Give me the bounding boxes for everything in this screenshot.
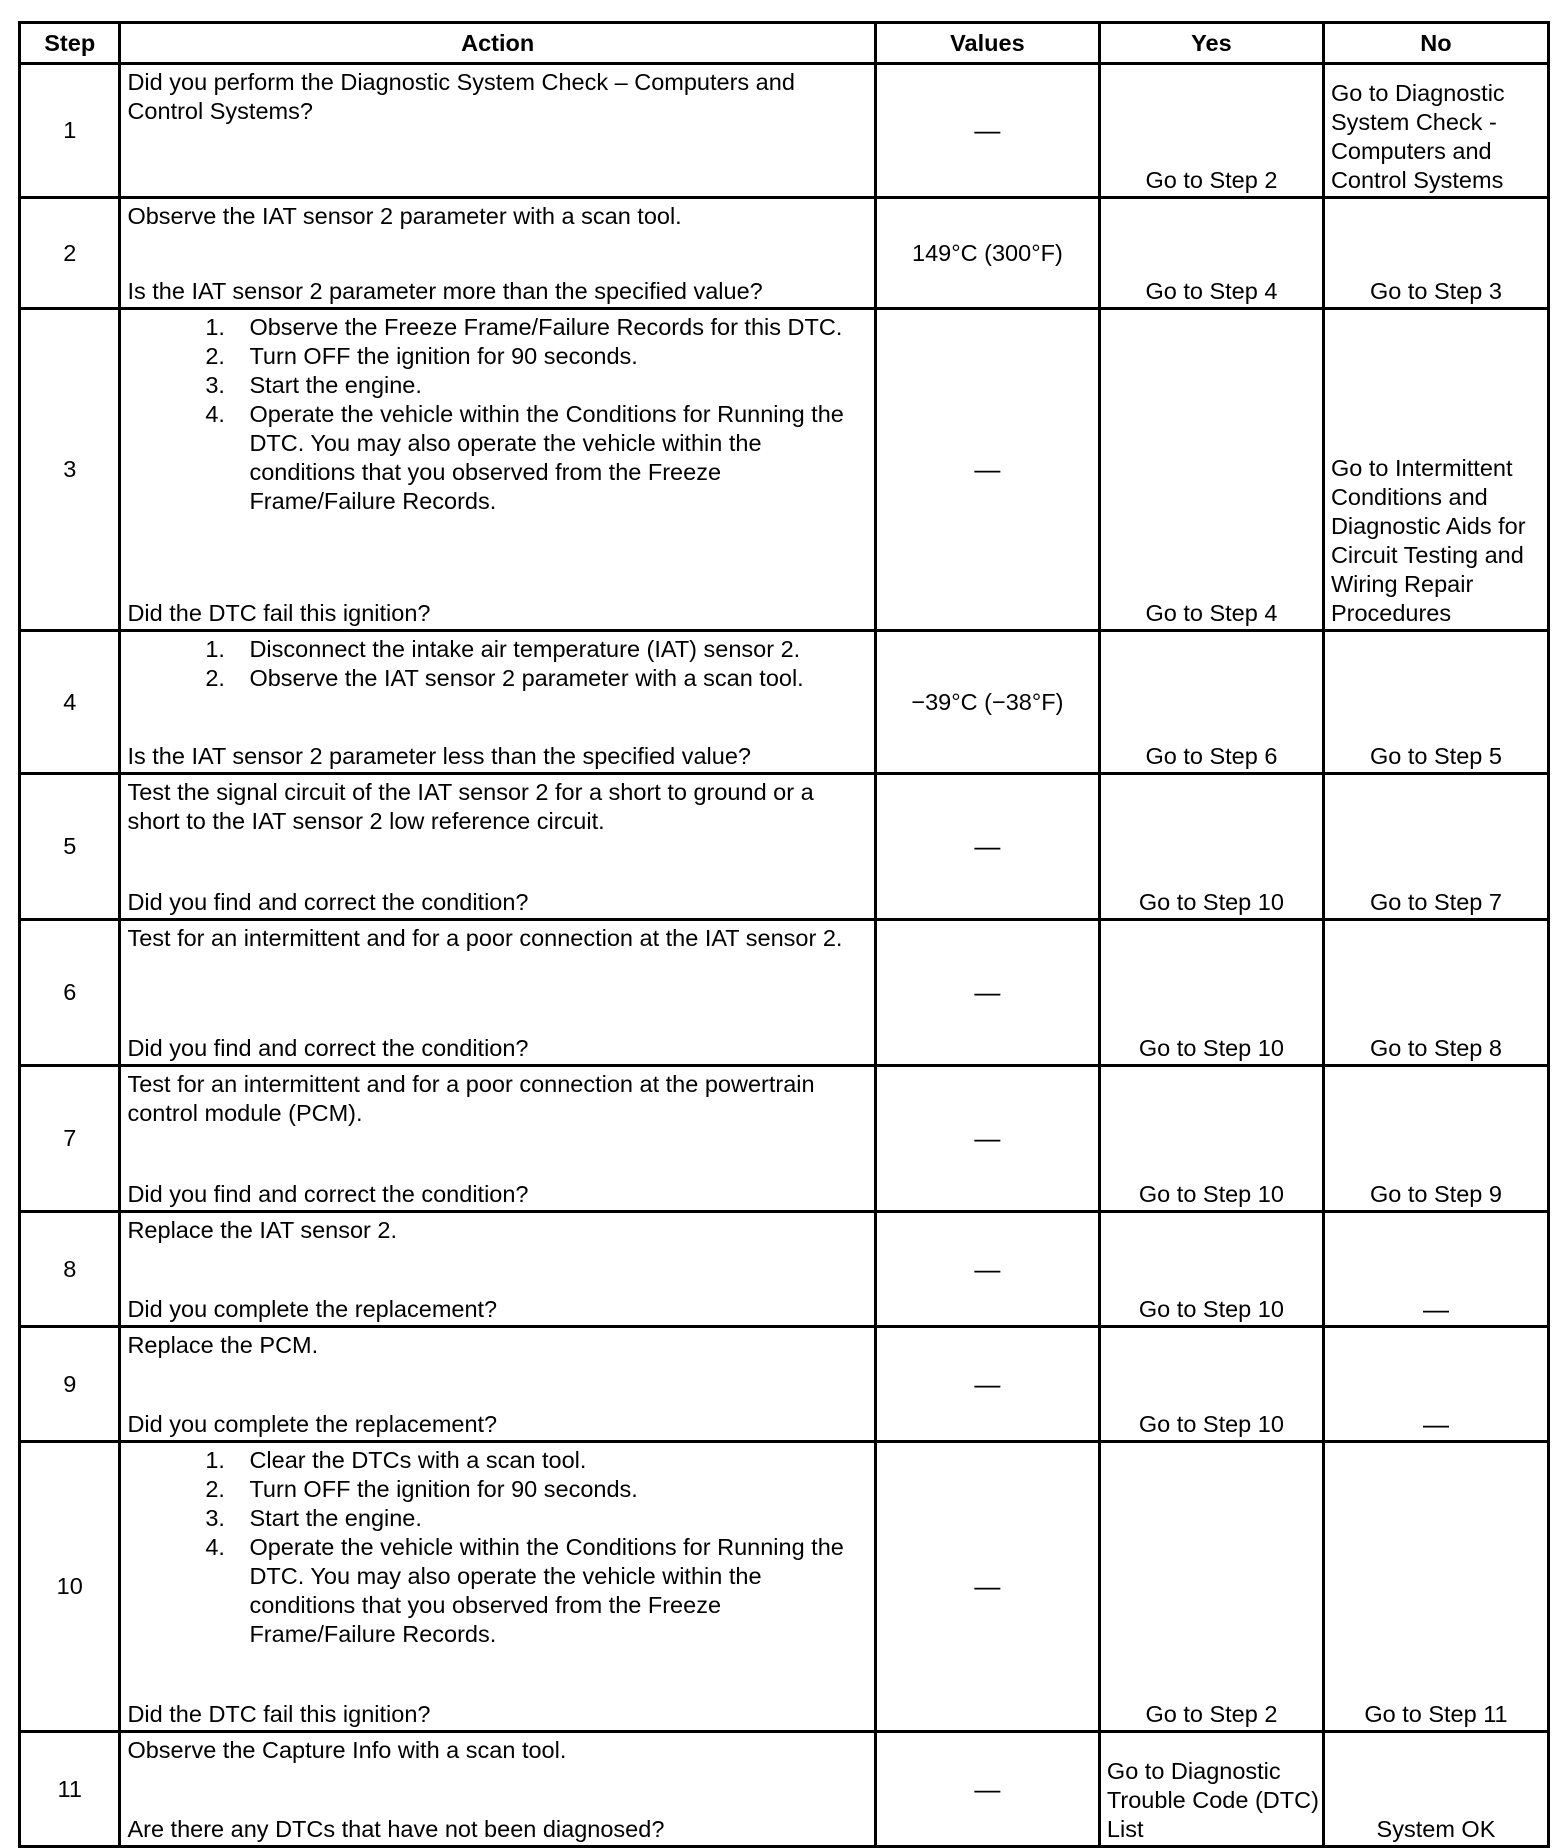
action-cell: [120, 631, 875, 774]
value-cell: —: [875, 920, 1099, 1066]
value-cell: —: [875, 1732, 1099, 1847]
list-item: 4. Operate the vehicle within the Conditions for Running the DTC. You may also operate the vehicle within the conditions that you observed from the Freeze Frame/Failure Records.: [231, 400, 867, 516]
action-cell: [120, 309, 875, 631]
header-values: Values: [875, 23, 1099, 64]
table-row: [20, 309, 1549, 631]
header-action: Action: [120, 23, 875, 64]
value-cell: −39°C (−38°F): [875, 631, 1099, 774]
value-cell: —: [875, 1442, 1099, 1732]
step-number: 11: [20, 1732, 120, 1847]
step-number: 9: [20, 1327, 120, 1442]
yes-cell: Go to Step 10: [1099, 1212, 1323, 1327]
action-instruction: Test for an intermittent and for a poor connection at the IAT sensor 2.: [127, 925, 843, 951]
action-list: [127, 1446, 867, 1649]
action-question: Is the IAT sensor 2 parameter less than the specified value?: [127, 743, 751, 769]
header-step: Step: [20, 23, 120, 64]
action-instruction: Did you perform the Diagnostic System Check – Computers and Control Systems?: [127, 69, 795, 124]
header-no: No: [1323, 23, 1548, 64]
action-question: Did you find and correct the condition?: [127, 889, 529, 915]
action-cell: [120, 198, 875, 309]
action-instruction: Test for an intermittent and for a poor connection at the powertrain control module (PCM).: [127, 1071, 815, 1126]
value-cell: —: [875, 774, 1099, 920]
step-number: 7: [20, 1066, 120, 1212]
no-cell: —: [1323, 1327, 1548, 1442]
no-cell: Go to Step 5: [1323, 631, 1548, 774]
action-question: Is the IAT sensor 2 parameter more than the specified value?: [127, 278, 763, 304]
list-item: 1. Disconnect the intake air temperature (IAT) sensor 2.: [231, 635, 867, 664]
step-number: 10: [20, 1442, 120, 1732]
yes-cell: Go to Step 4: [1099, 309, 1323, 631]
header-yes: Yes: [1099, 23, 1323, 64]
action-question: Are there any DTCs that have not been diagnosed?: [127, 1816, 665, 1842]
list-item: 4. Operate the vehicle within the Conditions for Running the DTC. You may also operate the vehicle within the conditions that you observed from the Freeze Frame/Failure Records.: [231, 1533, 867, 1649]
no-cell: Go to Step 7: [1323, 774, 1548, 920]
action-cell: [120, 920, 875, 1066]
yes-cell: Go to Step 4: [1099, 198, 1323, 309]
step-number: 6: [20, 920, 120, 1066]
action-list: [127, 313, 867, 516]
no-cell: Go to Step 9: [1323, 1066, 1548, 1212]
action-question: Did the DTC fail this ignition?: [127, 1701, 431, 1727]
action-question: Did you find and correct the condition?: [127, 1181, 529, 1207]
action-instruction: Replace the IAT sensor 2.: [127, 1217, 397, 1243]
list-item: 1. Clear the DTCs with a scan tool.: [231, 1446, 867, 1475]
list-item: 1. Observe the Freeze Frame/Failure Records for this DTC.: [231, 313, 867, 342]
action-question: Did you complete the replacement?: [127, 1411, 498, 1437]
table-row: [20, 920, 1549, 1066]
list-item: 2. Turn OFF the ignition for 90 seconds.: [231, 342, 867, 371]
diagnostic-table-container: [18, 21, 1550, 1848]
action-list: [127, 635, 867, 693]
table-row: [20, 198, 1549, 309]
action-cell: [120, 774, 875, 920]
yes-cell: Go to Step 2: [1099, 64, 1323, 198]
action-cell: [120, 64, 875, 198]
action-cell: [120, 1442, 875, 1732]
list-item: 3. Start the engine.: [231, 1504, 867, 1533]
yes-cell: Go to Step 10: [1099, 1066, 1323, 1212]
action-question: Did you complete the replacement?: [127, 1296, 498, 1322]
table-row: [20, 631, 1549, 774]
list-item: 2. Observe the IAT sensor 2 parameter with a scan tool.: [231, 664, 867, 693]
no-cell: Go to Step 11: [1323, 1442, 1548, 1732]
table-row: [20, 1442, 1549, 1732]
yes-cell: Go to Diagnostic Trouble Code (DTC) List: [1099, 1732, 1323, 1847]
table-row: [20, 1327, 1549, 1442]
table-row: [20, 1066, 1549, 1212]
value-cell: —: [875, 1212, 1099, 1327]
action-cell: [120, 1066, 875, 1212]
step-number: 3: [20, 309, 120, 631]
step-number: 8: [20, 1212, 120, 1327]
value-cell: 149°C (300°F): [875, 198, 1099, 309]
action-instruction: Replace the PCM.: [127, 1332, 319, 1358]
table-row: [20, 1732, 1549, 1847]
action-instruction: Observe the IAT sensor 2 parameter with a scan tool.: [127, 203, 682, 229]
action-cell: [120, 1212, 875, 1327]
list-item: 2. Turn OFF the ignition for 90 seconds.: [231, 1475, 867, 1504]
yes-cell: Go to Step 2: [1099, 1442, 1323, 1732]
action-instruction: Observe the Capture Info with a scan tool.: [127, 1737, 567, 1763]
value-cell: —: [875, 309, 1099, 631]
step-number: 2: [20, 198, 120, 309]
header-row: [20, 23, 1549, 64]
yes-cell: Go to Step 10: [1099, 920, 1323, 1066]
no-cell: Go to Intermittent Conditions and Diagnostic Aids for Circuit Testing and Wiring Repair Procedures: [1323, 309, 1548, 631]
no-cell: Go to Step 8: [1323, 920, 1548, 1066]
value-cell: —: [875, 64, 1099, 198]
yes-cell: Go to Step 10: [1099, 1327, 1323, 1442]
no-cell: Go to Step 3: [1323, 198, 1548, 309]
no-cell: Go to Diagnostic System Check - Computers and Control Systems: [1323, 64, 1548, 198]
step-number: 5: [20, 774, 120, 920]
table-row: [20, 1212, 1549, 1327]
action-question: Did the DTC fail this ignition?: [127, 600, 431, 626]
action-cell: [120, 1327, 875, 1442]
action-cell: [120, 1732, 875, 1847]
table-row: [20, 774, 1549, 920]
value-cell: —: [875, 1327, 1099, 1442]
yes-cell: Go to Step 10: [1099, 774, 1323, 920]
value-cell: —: [875, 1066, 1099, 1212]
step-number: 1: [20, 64, 120, 198]
action-instruction: Test the signal circuit of the IAT sensor 2 for a short to ground or a short to the IAT sensor 2 low reference circuit.: [127, 779, 814, 834]
step-number: 4: [20, 631, 120, 774]
action-question: Did you find and correct the condition?: [127, 1035, 529, 1061]
no-cell: —: [1323, 1212, 1548, 1327]
diagnostic-table: [18, 21, 1550, 1848]
yes-cell: Go to Step 6: [1099, 631, 1323, 774]
no-cell: System OK: [1323, 1732, 1548, 1847]
table-row: [20, 64, 1549, 198]
list-item: 3. Start the engine.: [231, 371, 867, 400]
